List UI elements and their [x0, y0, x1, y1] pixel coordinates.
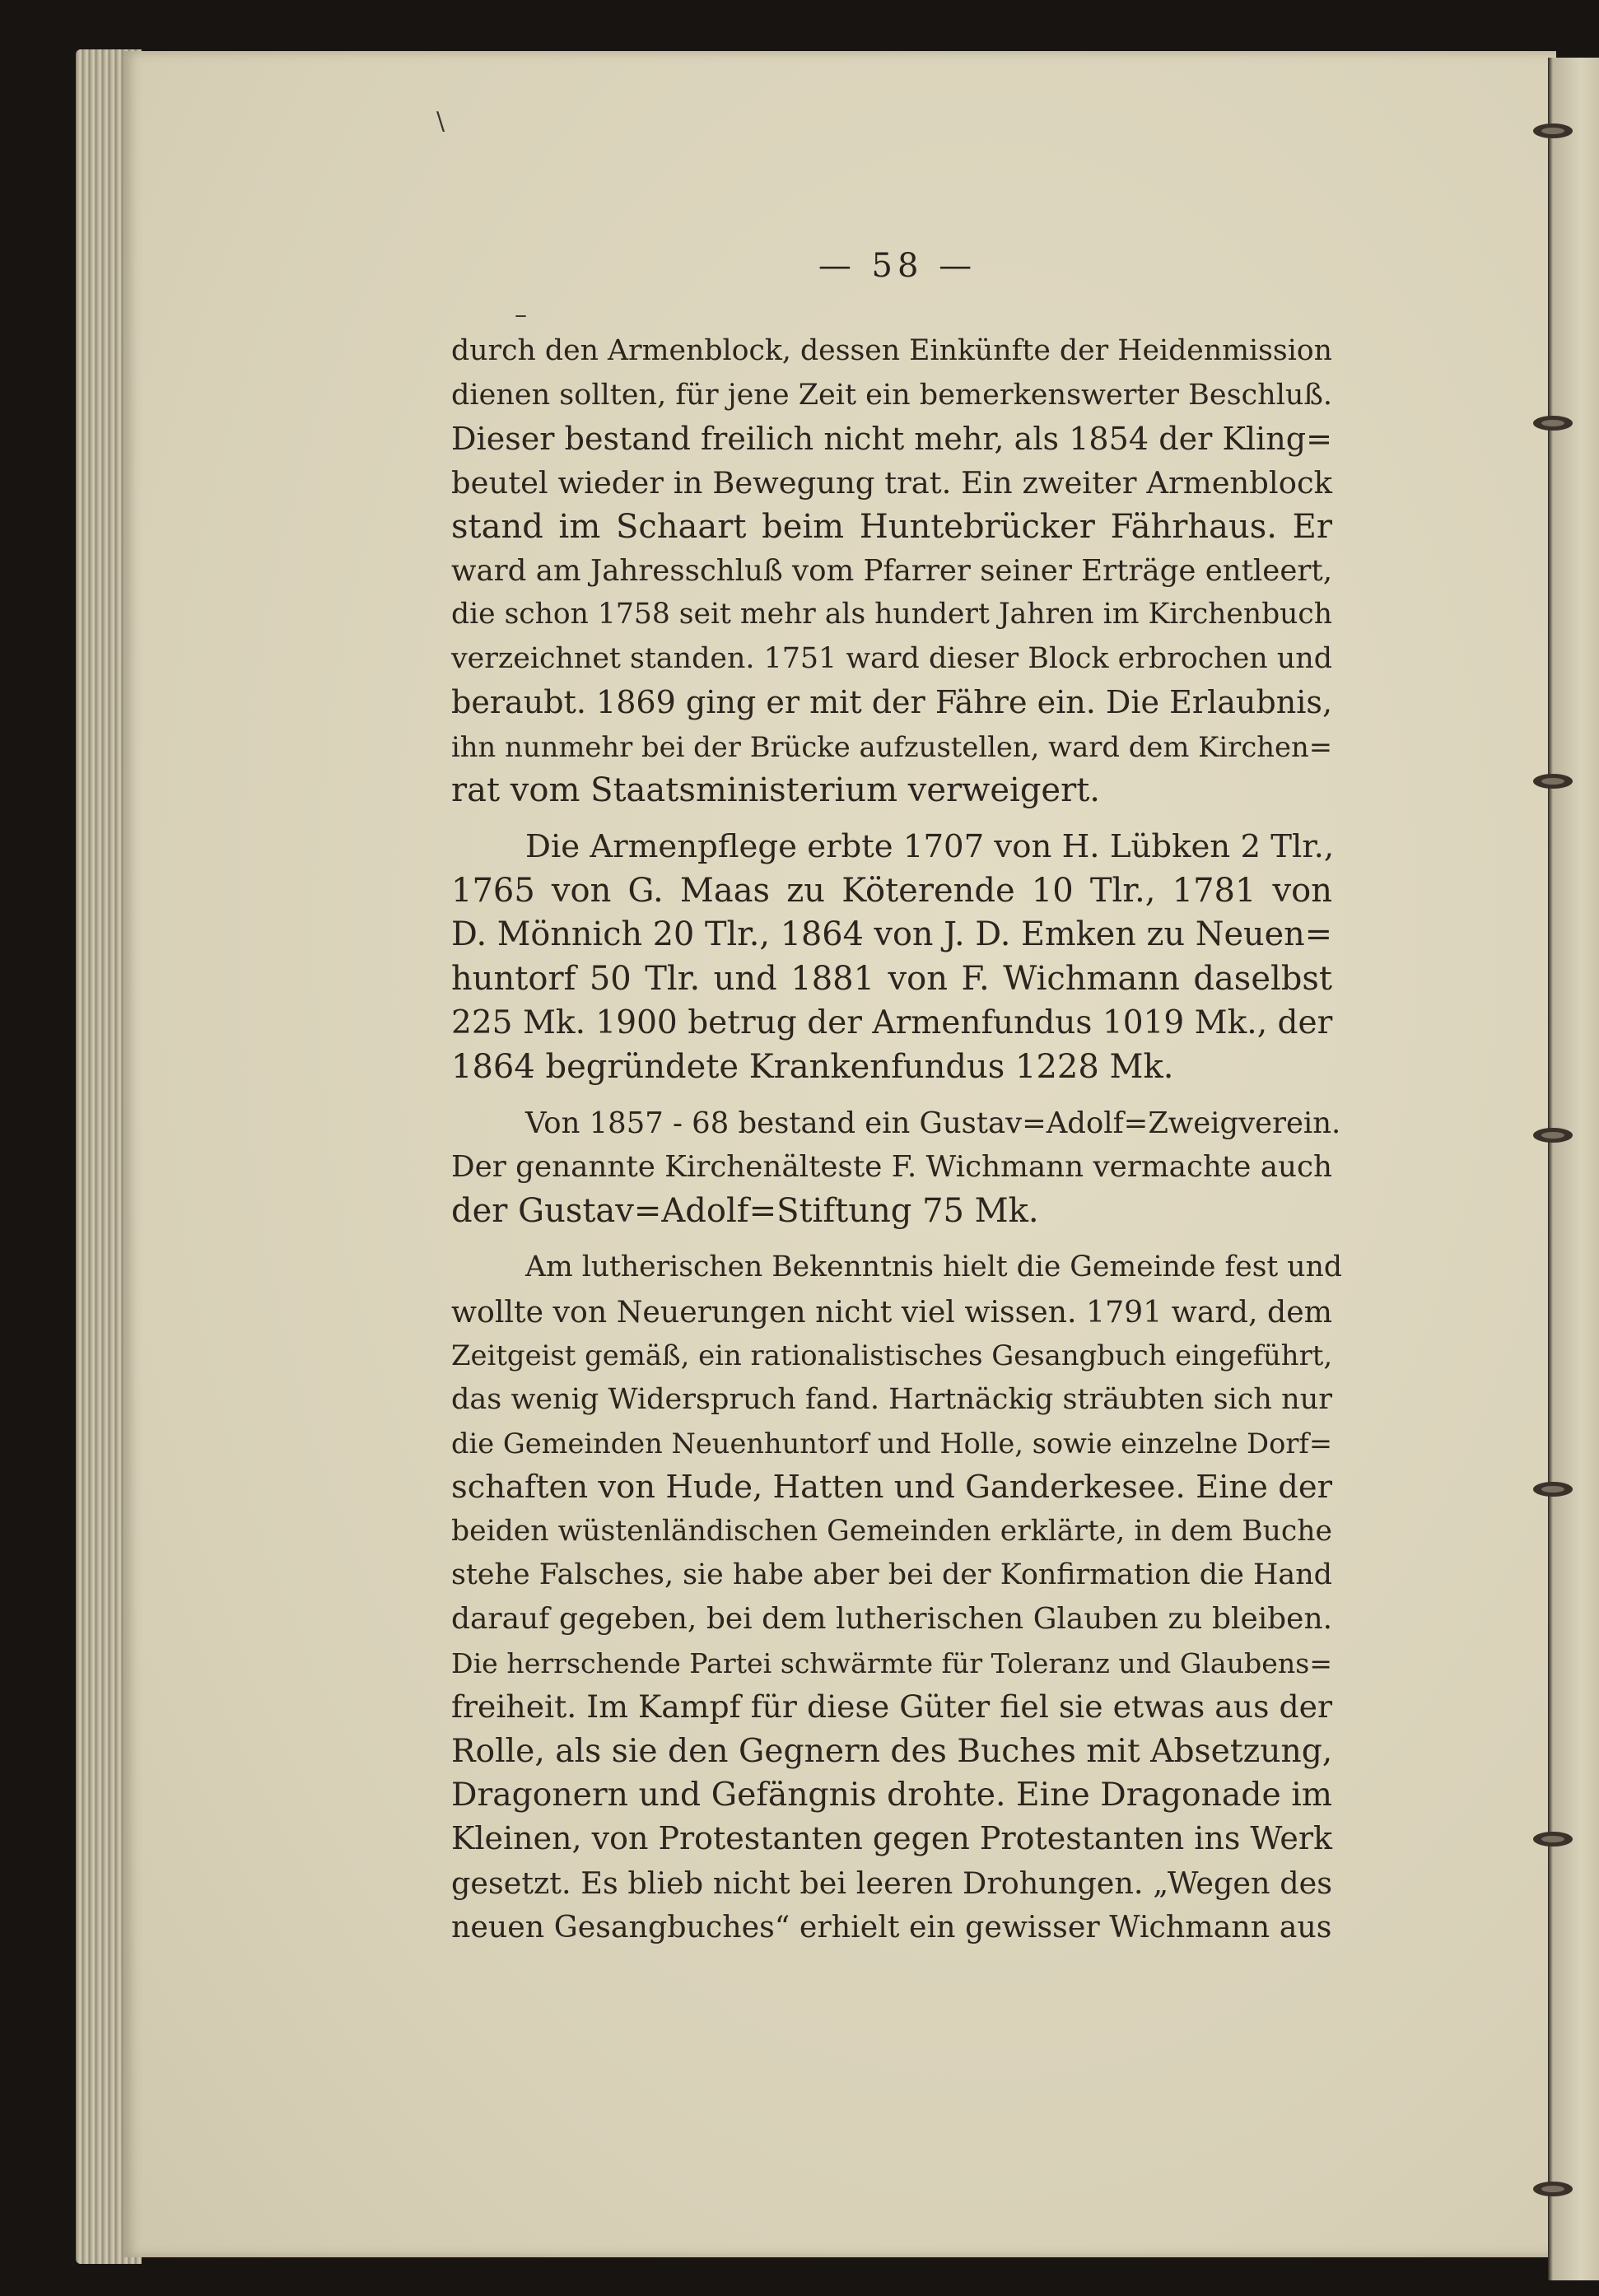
- text-line: stehe Falsches, sie habe aber bei der Konfirmation die Hand: [451, 1558, 1332, 1591]
- text-line: der Gustav=Adolf=Stiftung 75 Mk.: [451, 1191, 1039, 1230]
- text-line: Die herrschende Partei schwärmte für Toleranz und Glaubens=: [451, 1646, 1332, 1679]
- binding-stitch: [1533, 1128, 1573, 1143]
- text-line: Dragonern und Gefängnis drohte. Eine Dragonade im: [451, 1777, 1332, 1814]
- text-line: durch den Armenblock, dessen Einkünfte der Heidenmission: [451, 334, 1332, 367]
- text-line: beraubt. 1869 ging er mit der Fähre ein. Die Erlaubnis,: [451, 684, 1333, 721]
- text-line: gesetzt. Es blieb nicht bei leeren Drohungen. „Wegen des: [451, 1865, 1332, 1901]
- text-line: ihn nunmehr bei der Brücke aufzustellen, ward dem Kirchen=: [451, 730, 1332, 763]
- text-line: Am lutherischen Bekenntnis hielt die Gemeinde fest und: [525, 1250, 1342, 1284]
- text-line: 1864 begründete Krankenfundus 1228 Mk.: [451, 1047, 1174, 1086]
- text-line: Rolle, als sie den Gegnern des Buches mit Absetzung,: [451, 1732, 1333, 1770]
- text-line: darauf gegeben, bei dem lutherischen Glauben zu bleiben.: [451, 1602, 1332, 1637]
- text-line: beutel wieder in Bewegung trat. Ein zweiter Armenblock: [451, 465, 1332, 501]
- text-line: 225 Mk. 1900 betrug der Armenfundus 1019 Mk., der: [451, 1004, 1333, 1042]
- text-line: 1765 von G. Maas zu Köterende 10 Tlr., 1781 von: [451, 871, 1332, 910]
- text-line: wollte von Neuerungen nicht viel wissen. 1791 ward, dem: [451, 1293, 1332, 1330]
- text-line: rat vom Staatsministerium verweigert.: [451, 771, 1101, 810]
- text-line: Die Armenpflege erbte 1707 von H. Lübken 2 Tlr.,: [525, 828, 1335, 866]
- paragraph: [451, 1101, 1341, 1233]
- stray-mark: –: [515, 300, 527, 329]
- binding-stitch: [1533, 1832, 1573, 1847]
- text-line: neuen Gesangbuches“ erhielt ein gewisser Wichmann aus: [451, 1909, 1332, 1945]
- text-line: huntorf 50 Tlr. und 1881 von F. Wichmann daselbst: [451, 959, 1332, 998]
- paragraph: [451, 329, 1332, 813]
- text-line: ward am Jahresschluß vom Pfarrer seiner Erträge entleert,: [451, 554, 1332, 589]
- text-line: Zeitgeist gemäß, ein rationalistisches Gesangbuch eingeführt,: [451, 1339, 1333, 1372]
- text-line: beiden wüstenländischen Gemeinden erklärte, in dem Buche: [451, 1514, 1332, 1548]
- binding-stitch: [1533, 416, 1573, 431]
- paragraph: [451, 1246, 1342, 1949]
- binding-stitch: [1533, 2182, 1573, 2196]
- text-line: die schon 1758 seit mehr als hundert Jahren im Kirchenbuch: [451, 598, 1332, 631]
- stray-mark: \: [436, 107, 445, 136]
- text-line: Der genannte Kirchenälteste F. Wichmann vermachte auch: [451, 1150, 1332, 1185]
- text-line: stand im Schaart beim Huntebrücker Fährhaus. Er: [451, 507, 1332, 546]
- text-line: die Gemeinden Neuenhuntorf und Holle, sowie einzelne Dorf=: [451, 1427, 1332, 1460]
- text-line: das wenig Widerspruch fand. Hartnäckig sträubten sich nur: [451, 1382, 1332, 1417]
- binding-strip: [1548, 58, 1599, 2280]
- binding-stitch: [1533, 1482, 1573, 1497]
- page-number: — 58 —: [818, 247, 977, 285]
- text-line: verzeichnet standen. 1751 ward dieser Block erbrochen und: [451, 641, 1332, 675]
- text-line: D. Mönnich 20 Tlr., 1864 von J. D. Emken zu Neuen=: [451, 915, 1332, 954]
- text-line: Von 1857 - 68 bestand ein Gustav=Adolf=Zweigverein.: [525, 1106, 1341, 1140]
- text-line: Dieser bestand freilich nicht mehr, als 1854 der Kling=: [451, 420, 1332, 457]
- text-line: Kleinen, von Protestanten gegen Protestanten ins Werk: [451, 1820, 1332, 1857]
- binding-stitch: [1533, 774, 1573, 789]
- paragraph: [451, 825, 1335, 1088]
- text-line: schaften von Hude, Hatten und Ganderkesee. Eine der: [451, 1469, 1332, 1507]
- binding-stitch: [1533, 123, 1573, 138]
- text-line: freiheit. Im Kampf für diese Güter fiel sie etwas aus der: [451, 1688, 1332, 1725]
- text-line: dienen sollten, für jene Zeit ein bemerkenswerter Beschluß.: [451, 378, 1332, 412]
- body-text: [451, 329, 1342, 1949]
